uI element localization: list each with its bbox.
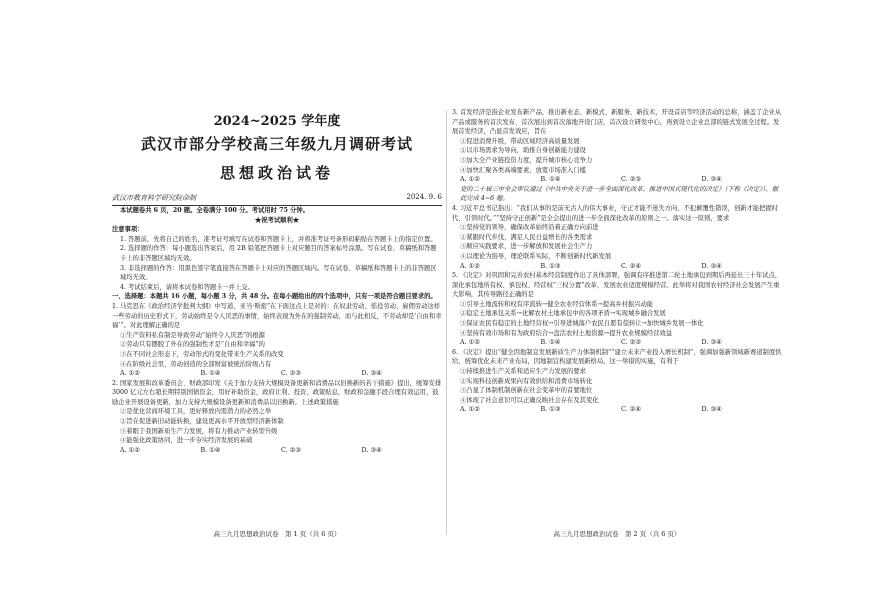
statement: ③在不同社会形态下，劳动形式的变化带来生产关系的改变 — [120, 350, 284, 358]
material-intro: 党的二十届三中全会审议通过《中共中央关于进一步全面深化改革、推进中国式现代化的决定》（下称《决定》）。据此完成 4~6 题。 — [460, 185, 778, 203]
page-2 — [452, 108, 782, 538]
notice-item: 2. 选择题的作答：每小题选出答案后，用 2B 铅笔把答题卡上对应题目的答案标号涂黑。写在试卷、草稿纸和答题卡上的非答题区域均无效。 — [120, 245, 437, 262]
page-1 — [112, 108, 442, 538]
section-1-heading: 一、选择题：本题共 16 小题，每小题 3 分，共 48 分。在每小题给出的四个选项中，只有一项是符合题目要求的。 — [112, 293, 437, 301]
choice-b: B. ①④ — [200, 446, 221, 454]
statement: ①是优化营商环境工具，更好释放内需潜力的必然之举 — [120, 408, 272, 416]
notice-title: 注意事项： — [112, 226, 144, 234]
choice-c: C. ②③ — [281, 370, 301, 378]
question-2 — [112, 379, 442, 456]
question-stem: 6. 《决定》提出“健全因地制宜发展新质生产力体制机制”“建立未来产业投入增长机制”，强调加强新领域新赛道制度供给，统筹优化未来产业布局，因地制宜构建发展新格局。这一举措的实施，有利于 — [452, 348, 782, 366]
statement: ②旨在促进新旧动能转换，建设更高水平开放型经济新体制 — [120, 418, 284, 426]
statement: ②以市场需求为导向，助推自身创新能力建设 — [460, 147, 586, 155]
statement: ②实现科技创新成果向有效供给和消费市场转化 — [460, 377, 593, 385]
notice-item: 3. 非选择题的作答：用黑色签字笔直接答在答题卡上对应的答题区域内。写在试卷、草稿纸和答题卡上的非答题区域均无效。 — [120, 264, 437, 282]
question-5 — [452, 271, 782, 348]
exam-summary: 本试题卷共 6 页，20 题。全卷满分 100 分。考试用时 75 分钟。 — [120, 207, 309, 214]
page-footer: 高三九月思想政治试卷 第 2 页（共 6 页） — [553, 530, 681, 538]
answer-choices — [452, 175, 782, 185]
statement: ④在阶级社会里，劳动创造的全部财富被统治阶级占有 — [120, 360, 272, 368]
choice-b: B. ①③ — [540, 262, 561, 270]
question-4 — [452, 204, 782, 271]
statement: ③保证农民有稳定的土地经营权→引导进城落户农民自愿有偿转让→加快城乡发展一体化 — [460, 320, 704, 328]
statement: ①促进消费升级，带动区域经济高质量发展 — [460, 137, 580, 145]
choice-b: B. ①④ — [200, 370, 221, 378]
statement: ①坚持党的领导，确保改革始终沿着正确方向前进 — [460, 224, 599, 232]
choice-b: B. ①④ — [540, 176, 561, 184]
answer-choices — [452, 405, 782, 415]
question-stem: 2. 国家发展和改革委员会、财政部印发《关于加力支持大规模设备更新和消费品以旧换新的若干措施》提出，统筹安排 3000 亿元左右超长期特别国债资金，用好补助资金，政府让利、投资、政策贴息，财政和金融手段合理有效运用，鼓励企业开展设备更新，加力支持大规模设备更新和消费品以旧换新。上述政策措施 — [112, 379, 442, 406]
question-stem: 1. 马克思在《政治经济学批判大纲》中写道，亚当·斯密“在下面这点上是对的：在奴隶劳动、徭役劳动、雇佣劳动这样一些劳动的历史形式下，劳动始终是令人厌恶的事情，始终表现为外在的强制劳动，而与此相反，不劳动却是‘自由和幸福’”。对此理解正确的是 — [112, 302, 442, 330]
statement: ③加大全产业链投资力度，提升城市核心竞争力 — [460, 156, 593, 164]
choice-c: C. ②④ — [621, 262, 641, 270]
choice-d: D. ③④ — [701, 339, 722, 347]
answer-choices — [112, 446, 442, 456]
choice-b: B. ①③ — [540, 406, 561, 414]
page-footer: 高三九月思想政治试卷 第 1 页（共 6 页） — [213, 530, 341, 538]
issuing-org: 武汉市教育科学研究院命制 — [112, 194, 196, 202]
answer-choices — [452, 262, 782, 272]
statement: ③着眼于我国新质生产力发展，将有力推动产业转型升级 — [120, 427, 278, 435]
choice-d: D. ③④ — [701, 176, 722, 184]
question-3 — [452, 108, 782, 185]
statement: ④能强化政策协同，进一步夯实经济发展的基础 — [120, 437, 253, 445]
answer-choices — [452, 338, 782, 348]
question-1 — [112, 302, 442, 379]
answer-choices — [112, 369, 442, 379]
choice-a: A. ①② — [120, 446, 140, 454]
subject-title: 思想政治试卷 — [219, 164, 334, 182]
statement: ②劳动只有摆脱了外在的强制性才是“自由和幸福”的 — [120, 341, 265, 349]
choice-c: C. ②③ — [281, 446, 301, 454]
statement: ①生产资料私有制是导致劳动“始终令人厌恶”的根源 — [120, 331, 265, 339]
notice-item: 1. 答题前，先将自己的姓名、准考证号填写在试卷和答题卡上，并将准考证号条形码粘贴在答题卡上的指定位置。 — [120, 235, 437, 243]
statement: ④加快汇聚各类高端要素，放宽市场准入门槛 — [460, 166, 586, 174]
statement: ①引导土地流转和权有序流转→健全农业经营体系→提高乡村振兴动能 — [460, 300, 654, 308]
exam-date: 2024. 9. 6 — [406, 193, 442, 201]
good-luck-wish: ★祝考试顺利★ — [254, 216, 300, 224]
choice-a: A. ①② — [460, 339, 480, 347]
statement: ②稳定土地承包关系→化解农村土地承包中的各项矛盾→实现城乡融合发展 — [460, 310, 666, 318]
choice-d: D. ③④ — [361, 446, 382, 454]
choice-a: A. ①② — [460, 176, 480, 184]
choice-b: B. ①④ — [540, 339, 561, 347]
statement: ③顺应实践要求，进一步解放和发展社会生产力 — [460, 243, 593, 251]
statement: ③凸显了体制机制创新在社会变革中的首要地位 — [460, 387, 593, 395]
statement: ④以理论为指导，理论联系实际，不断创新时代新发展 — [460, 252, 612, 260]
statement: ④坚持有效市场和有为政府结合→盘活农村土地资源→提升农业规模经营效益 — [460, 329, 673, 337]
choice-c: C. ②③ — [621, 176, 641, 184]
choice-d: D. ③④ — [701, 262, 722, 270]
choice-c: C. ②④ — [621, 406, 641, 414]
choice-a: A. ①② — [120, 370, 140, 378]
choice-d: D. ③④ — [361, 370, 382, 378]
statement: ④体现了社会意识可以正确反映社会存在及其变化 — [460, 396, 599, 404]
choice-a: A. ①② — [460, 262, 480, 270]
question-stem: 5. 《决定》对巩固和完善农村基本经营制度作出了具体部署，强调有序推进第二轮土地承包到期后再延长三十年试点，深化承包地所有权、承包权、经营权“三权分置”改革，发展农业适度规模经营。此举将对我国农村经济社会发展产生重大影响，其传导路径正确的是 — [452, 272, 782, 299]
page-divider — [446, 110, 447, 535]
exam-title: 武汉市部分学校高三年级九月调研考试 — [140, 135, 413, 153]
choice-c: C. ②③ — [621, 339, 641, 347]
statement: ①持续推进生产关系和适应生产力发展的要求 — [460, 368, 586, 376]
choice-a: A. ①② — [460, 406, 480, 414]
notice-item: 4. 考试结束后，请将本试卷和答题卡一并上交。 — [120, 283, 254, 291]
question-6 — [452, 348, 782, 415]
choice-d: D. ③④ — [701, 406, 722, 414]
question-stem: 4. 习近平总书记指出：“我们从事的是前无古人的伟大事业，守正才能不迷失方向、不犯颠覆性错误，创新才能把握时代、引领时代。”“坚持守正创新”是全会提出的进一步全面深化改革的原则之一。落实这一原则，要求 — [452, 204, 779, 222]
question-stem: 3. 首发经济是指企业发布新产品，推出新业态、新模式、新服务、新技术，开设首店等经济活动的总称，涵盖了企业从产品或服务的首次发布、首次展出到首次落地开设门店，首次设立研发中心，再到设立企业总部的链式发展全过程。发展首发经济，凸显首发效应，旨在 — [452, 109, 782, 136]
statement: ②紧跟时代步伐，满足人民日益增长的各类需求 — [460, 233, 593, 241]
meta-line — [112, 193, 442, 206]
school-year: 2024~2025 学年度 — [213, 114, 341, 129]
